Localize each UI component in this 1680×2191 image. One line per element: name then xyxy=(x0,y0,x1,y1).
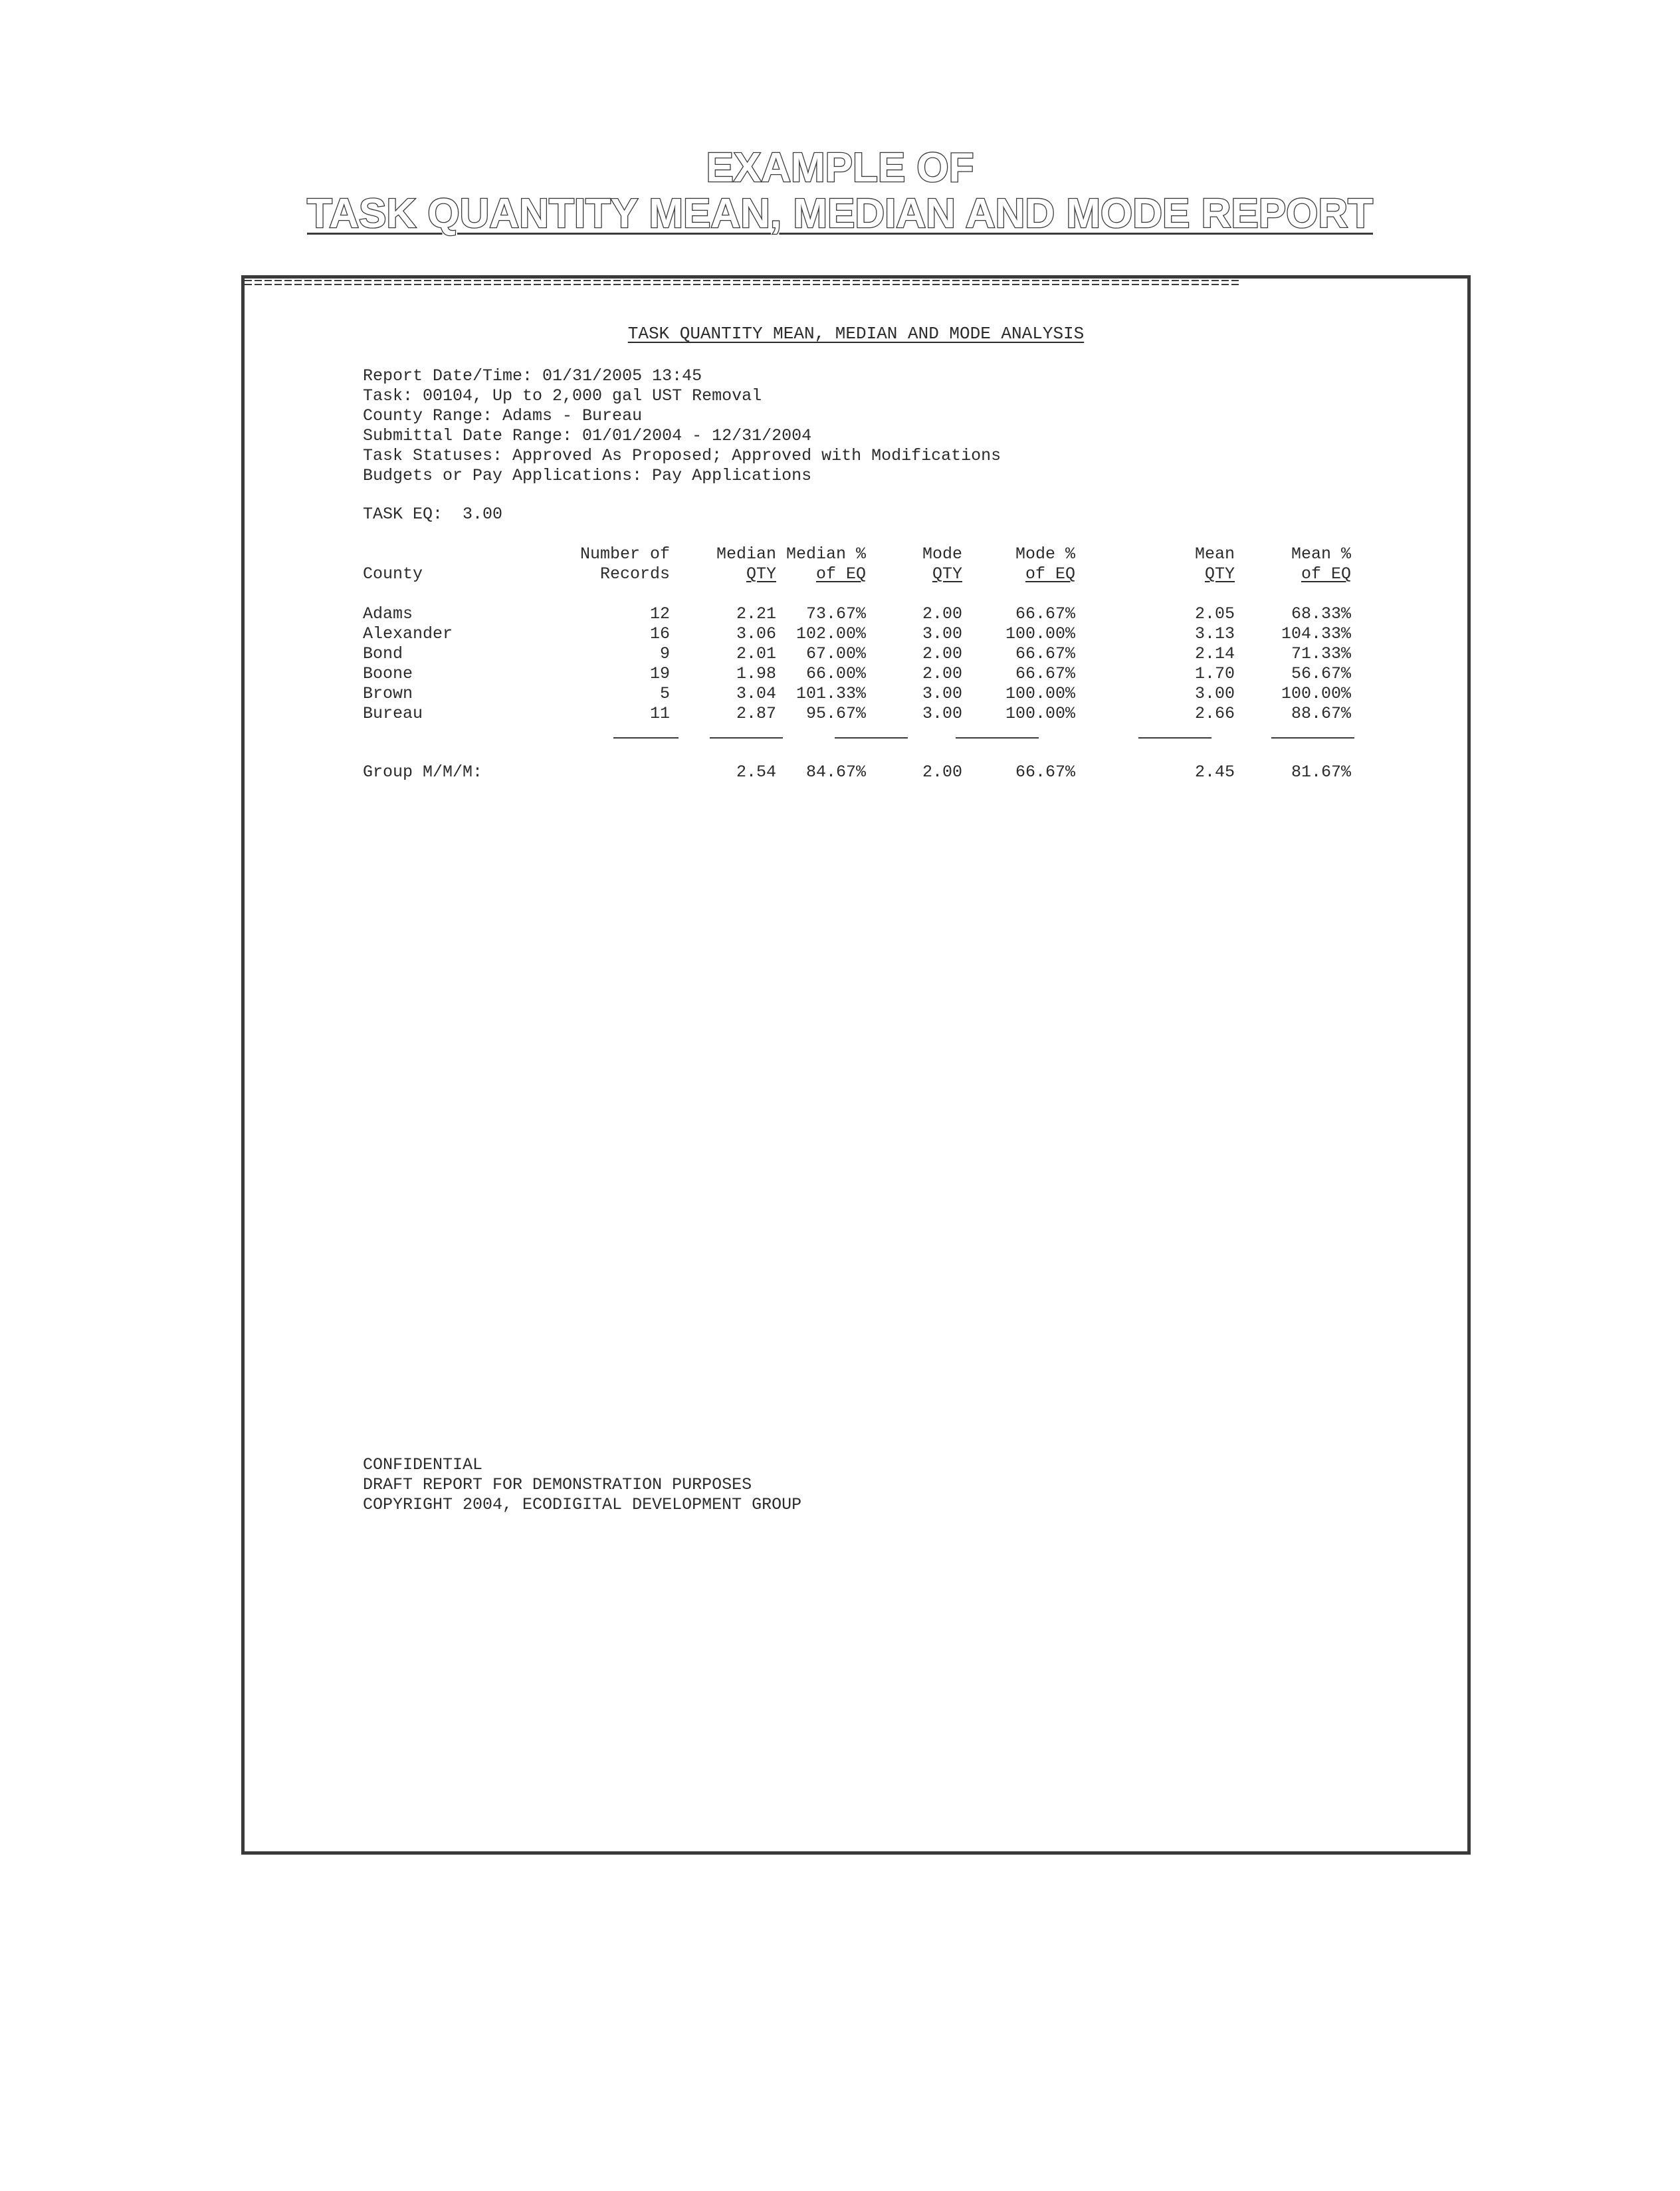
cell-mean-qty: 3.13 xyxy=(1194,624,1235,643)
cell-median-qty: 2.01 xyxy=(736,644,776,663)
cell-median-qty: 3.04 xyxy=(736,684,776,703)
cell-mean-pct: 56.67% xyxy=(1291,664,1351,683)
report-budgets: Budgets or Pay Applications: Pay Applications xyxy=(363,466,812,485)
cell-mean-qty: 2.14 xyxy=(1194,644,1235,663)
cell-mean-pct: 68.33% xyxy=(1291,604,1351,624)
header-mode-qty-bottom: QTY xyxy=(932,564,962,584)
cell-median-qty: 2.87 xyxy=(736,704,776,723)
cell-mode-qty: 3.00 xyxy=(922,624,962,643)
footer-draft-notice: DRAFT REPORT FOR DEMONSTRATION PURPOSES xyxy=(363,1475,752,1494)
cell-records: 19 xyxy=(649,664,670,683)
report-county-range: County Range: Adams - Bureau xyxy=(363,406,643,425)
header-median-qty-bottom: QTY xyxy=(746,564,776,584)
cell-mean-pct: 71.33% xyxy=(1291,644,1351,663)
group-mode-pct: 66.67% xyxy=(1015,762,1075,782)
cell-median-qty: 2.21 xyxy=(736,604,776,624)
report-task-statuses: Task Statuses: Approved As Proposed; Approved with Modifications xyxy=(363,446,1001,465)
cell-county: Bureau xyxy=(363,704,423,723)
cell-median-pct: 73.67% xyxy=(805,604,866,624)
header-mode-pct-bottom: of EQ xyxy=(1025,564,1075,584)
summary-rule xyxy=(710,737,783,739)
double-dashed-divider xyxy=(245,279,1241,287)
report-task: Task: 00104, Up to 2,000 gal UST Removal xyxy=(363,386,762,405)
cell-mode-qty: 2.00 xyxy=(922,604,962,624)
summary-rule xyxy=(1138,737,1211,739)
cell-mode-qty: 3.00 xyxy=(922,704,962,723)
group-median-qty: 2.54 xyxy=(736,762,776,782)
cell-mean-qty: 2.66 xyxy=(1194,704,1235,723)
cell-records: 16 xyxy=(649,624,670,643)
cell-mean-qty: 1.70 xyxy=(1194,664,1235,683)
group-mean-pct: 81.67% xyxy=(1291,762,1351,782)
report-title: TASK QUANTITY MEAN, MEDIAN AND MODE ANALYSIS xyxy=(627,324,1085,344)
report-submittal-range: Submittal Date Range: 01/01/2004 - 12/31/2004 xyxy=(363,426,812,445)
header-median-pct-top: Median % xyxy=(786,544,866,564)
header-median-qty-top: Median xyxy=(716,544,776,564)
cell-county: Boone xyxy=(363,664,413,683)
group-label: Group M/M/M: xyxy=(363,762,483,782)
cell-mean-pct: 88.67% xyxy=(1291,704,1351,723)
header-county: County xyxy=(363,564,423,584)
cell-mean-qty: 3.00 xyxy=(1194,684,1235,703)
header-records-bottom: Records xyxy=(599,564,670,584)
cell-median-qty: 1.98 xyxy=(736,664,776,683)
cell-mode-qty: 3.00 xyxy=(922,684,962,703)
cell-mean-pct: 104.33% xyxy=(1281,624,1351,643)
cell-median-pct: 67.00% xyxy=(805,644,866,663)
footer-copyright: COPYRIGHT 2004, ECODIGITAL DEVELOPMENT GROUP xyxy=(363,1495,802,1514)
header-mean-pct-bottom: of EQ xyxy=(1301,564,1351,584)
cell-county: Bond xyxy=(363,644,403,663)
cell-records: 5 xyxy=(659,684,670,703)
summary-rule xyxy=(613,737,679,739)
header-mode-qty-top: Mode xyxy=(922,544,962,564)
cell-median-qty: 3.06 xyxy=(736,624,776,643)
cell-median-pct: 102.00% xyxy=(795,624,866,643)
cell-mean-pct: 100.00% xyxy=(1281,684,1351,703)
task-eq: TASK EQ: 3.00 xyxy=(363,505,503,524)
header-records-top: Number of xyxy=(579,544,670,564)
cell-mode-pct: 66.67% xyxy=(1015,604,1075,624)
group-mean-qty: 2.45 xyxy=(1194,762,1235,782)
cell-county: Alexander xyxy=(363,624,453,643)
cell-mode-qty: 2.00 xyxy=(922,664,962,683)
header-mean-qty-top: Mean xyxy=(1194,544,1235,564)
cell-records: 12 xyxy=(649,604,670,624)
summary-rule xyxy=(1271,737,1354,739)
footer-confidential: CONFIDENTIAL xyxy=(363,1455,483,1474)
cell-county: Adams xyxy=(363,604,413,624)
page-heading-line-2: TASK QUANTITY MEAN, MEDIAN AND MODE REPORT xyxy=(307,191,1373,237)
cell-mode-qty: 2.00 xyxy=(922,644,962,663)
cell-median-pct: 66.00% xyxy=(805,664,866,683)
page-heading-line-1: EXAMPLE OF xyxy=(706,145,974,191)
cell-county: Brown xyxy=(363,684,413,703)
cell-median-pct: 101.33% xyxy=(795,684,866,703)
cell-median-pct: 95.67% xyxy=(805,704,866,723)
group-mode-qty: 2.00 xyxy=(922,762,962,782)
cell-mode-pct: 66.67% xyxy=(1015,644,1075,663)
cell-mode-pct: 66.67% xyxy=(1015,664,1075,683)
header-mean-qty-bottom: QTY xyxy=(1204,564,1235,584)
cell-records: 11 xyxy=(649,704,670,723)
report-frame xyxy=(241,275,1471,1855)
cell-mean-qty: 2.05 xyxy=(1194,604,1235,624)
summary-rule xyxy=(956,737,1039,739)
cell-mode-pct: 100.00% xyxy=(1005,684,1075,703)
summary-rule xyxy=(835,737,908,739)
cell-mode-pct: 100.00% xyxy=(1005,704,1075,723)
header-median-pct-bottom: of EQ xyxy=(815,564,866,584)
cell-records: 9 xyxy=(659,644,670,663)
header-mean-pct-top: Mean % xyxy=(1291,544,1351,564)
header-mode-pct-top: Mode % xyxy=(1015,544,1075,564)
group-median-pct: 84.67% xyxy=(805,762,866,782)
cell-mode-pct: 100.00% xyxy=(1005,624,1075,643)
report-date-time: Report Date/Time: 01/31/2005 13:45 xyxy=(363,366,702,386)
